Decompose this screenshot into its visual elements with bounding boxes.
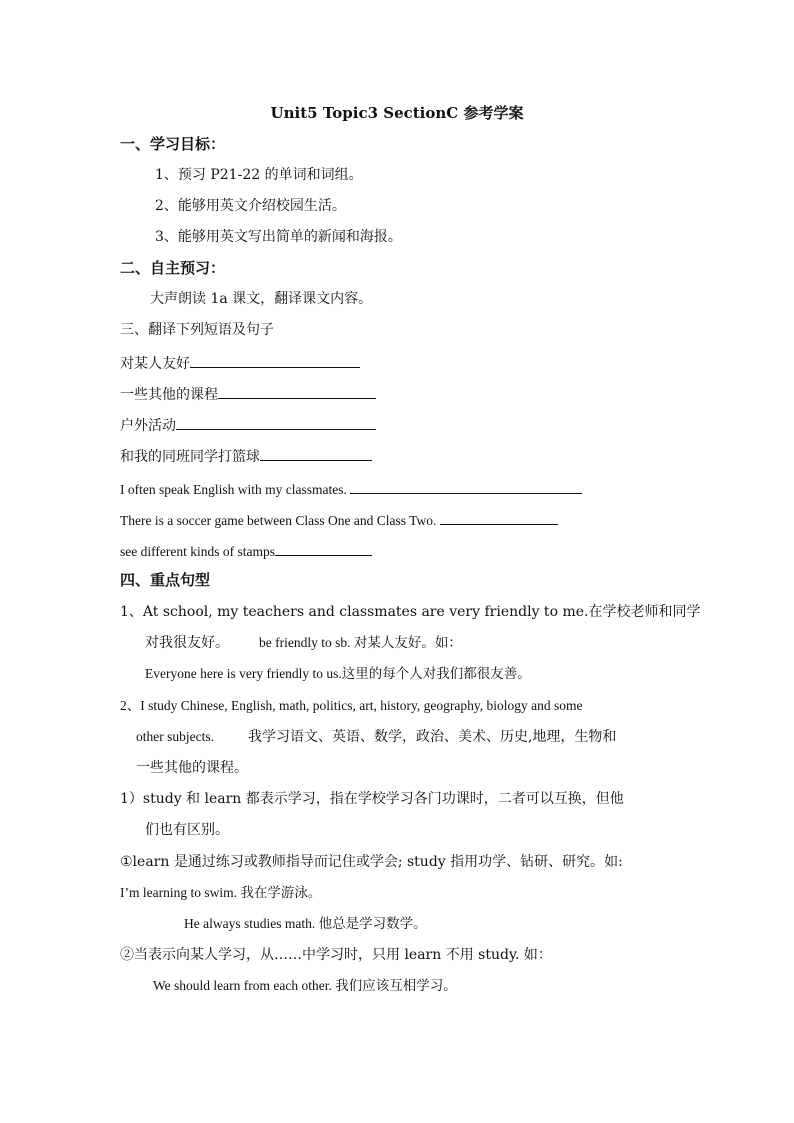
document-title: Unit5 Topic3 SectionC 参考学案 — [270, 104, 524, 122]
translation-item — [120, 351, 360, 371]
key-sentence: 1、At school, my teachers and classmates are very friendly to me.在学校老师和同学 — [120, 604, 701, 620]
preview-text: 大声朗读 1a 课文，翻译课文内容。 — [150, 291, 373, 307]
explanation: 1）study 和 learn 都表示学习，指在学校学习各门功课时，二者可以互换，但他 — [120, 791, 624, 807]
usage-note: be friendly to sb. 对某人友好。如： — [259, 635, 462, 650]
translation-prompt: 户外活动 — [120, 418, 176, 434]
sentence-translation: 我学习语文、英语、数学，政治、美术、历史,地理，生物和 — [247, 729, 617, 745]
example-sentence: He always studies math. 他总是学习数学。 — [184, 916, 427, 931]
key-sentence: 2、I study Chinese, English, math, politics, art, history, geography, biology and some — [120, 698, 583, 713]
sentence-tail: other subjects. — [136, 729, 214, 744]
answer-blank[interactable] — [218, 382, 376, 399]
answer-blank[interactable] — [275, 539, 372, 556]
objective-item: 3、能够用英文写出简单的新闻和海报。 — [155, 229, 402, 245]
translation-item — [120, 413, 376, 433]
translation-prompt: 对某人友好 — [120, 356, 190, 372]
explanation: ②当表示向某人学习，从……中学习时，只用 learn 不用 study. 如： — [120, 947, 552, 963]
translation-prompt: 和我的同班同学打篮球 — [120, 449, 260, 465]
translation-item — [120, 444, 372, 464]
key-sentence — [136, 727, 616, 747]
explanation: ①learn 是通过练习或教师指导而记住或学会; study 指用功学、钻研、研究。如: — [120, 854, 623, 870]
answer-blank[interactable] — [190, 351, 360, 368]
sentence-translation: 一些其他的课程。 — [136, 760, 248, 776]
example-sentence: We should learn from each other. 我们应该互相学习。 — [153, 978, 457, 993]
answer-blank[interactable] — [176, 413, 376, 430]
translation-item — [120, 477, 582, 497]
answer-blank[interactable] — [350, 477, 582, 494]
translation-prompt: I often speak English with my classmates. — [120, 482, 347, 497]
explanation: 们也有区别。 — [145, 822, 229, 838]
translation-item — [120, 539, 372, 559]
example-sentence: Everyone here is very friendly to us.这里的每个人对我们都很友善。 — [145, 666, 531, 681]
objective-item: 1、预习 P21-22 的单词和词组。 — [155, 167, 363, 183]
section-3-heading: 三、翻译下列短语及句子 — [120, 322, 274, 338]
translation-prompt: see different kinds of stamps — [120, 544, 275, 559]
translation-prompt: 一些其他的课程 — [120, 387, 218, 403]
section-2-heading: 二、自主预习： — [120, 259, 226, 277]
answer-blank[interactable] — [260, 444, 372, 461]
answer-blank[interactable] — [440, 508, 558, 525]
key-sentence — [145, 633, 462, 653]
translation-item — [120, 508, 558, 528]
example-sentence: I’m learning to swim. 我在学游泳。 — [120, 885, 322, 900]
section-1-heading: 一、学习目标： — [120, 135, 226, 153]
translation-prompt: There is a soccer game between Class One and Class Two. — [120, 513, 437, 528]
translation-item — [120, 382, 376, 402]
section-4-heading: 四、重点句型 — [120, 571, 211, 589]
objective-item: 2、能够用英文介绍校园生活。 — [155, 198, 346, 214]
sentence-translation: 对我很友好。 — [145, 635, 229, 651]
